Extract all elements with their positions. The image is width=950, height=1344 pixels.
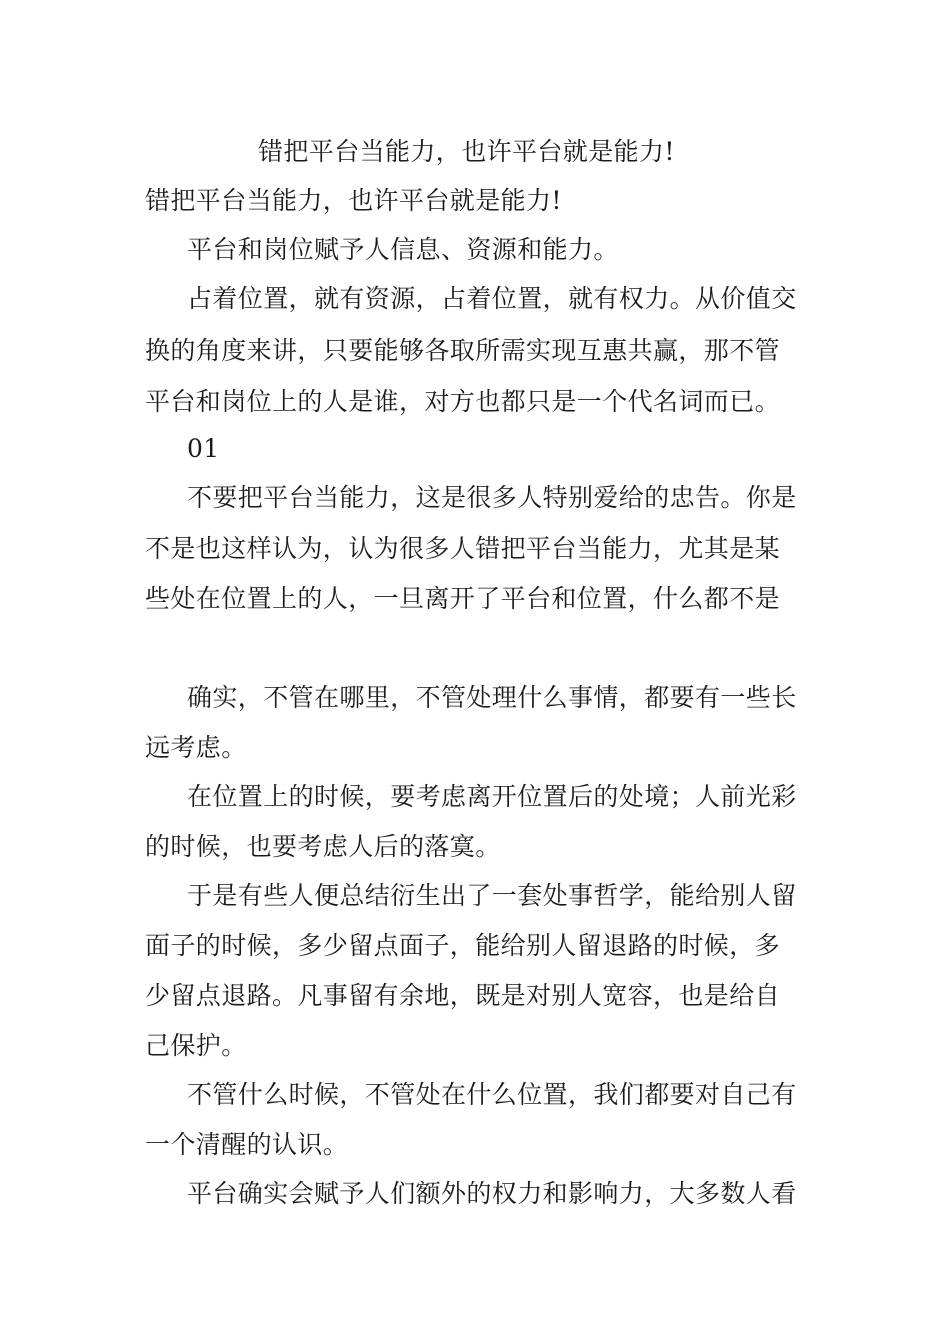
page-title: 错把平台当能力，也许平台就是能力! xyxy=(258,137,675,166)
paragraph-line: 于是有些人便总结衍生出了一套处事哲学，能给别人留 xyxy=(187,881,797,910)
paragraph-line: 少留点退路。凡事留有余地，既是对别人宽容，也是给自 xyxy=(145,981,781,1010)
paragraph-line: 占着位置，就有资源，占着位置，就有权力。从价值交 xyxy=(187,284,797,313)
paragraph-line: 平台和岗位赋予人信息、资源和能力。 xyxy=(187,235,619,264)
paragraph-line: 换的角度来讲，只要能够各取所需实现互惠共赢，那不管 xyxy=(145,336,781,365)
paragraph-line: 平台确实会赋予人们额外的权力和影响力，大多数人看 xyxy=(187,1179,797,1208)
paragraph-line: 确实，不管在哪里，不管处理什么事情，都要有一些长 xyxy=(187,683,797,712)
paragraph-line: 的时候，也要考虑人后的落寞。 xyxy=(145,832,501,861)
paragraph-line: 在位置上的时候，要考虑离开位置后的处境；人前光彩 xyxy=(187,782,797,811)
paragraph-line: 平台和岗位上的人是谁，对方也都只是一个代名词而已。 xyxy=(145,387,781,416)
section-number: 01 xyxy=(187,434,220,463)
paragraph-line: 面子的时候，多少留点面子，能给别人留退路的时候，多 xyxy=(145,931,781,960)
paragraph-line: 不要把平台当能力，这是很多人特别爱给的忠告。你是 xyxy=(187,483,797,512)
paragraph-line: 些处在位置上的人，一旦离开了平台和位置，什么都不是 xyxy=(145,584,781,613)
paragraph-line: 不管什么时候，不管处在什么位置，我们都要对自己有 xyxy=(187,1080,797,1109)
subtitle-line: 错把平台当能力，也许平台就是能力! xyxy=(145,186,562,215)
paragraph-line: 远考虑。 xyxy=(145,733,247,762)
paragraph-line: 己保护。 xyxy=(145,1031,247,1060)
paragraph-line: 一个清醒的认识。 xyxy=(145,1130,349,1159)
paragraph-line: 不是也这样认为，认为很多人错把平台当能力，尤其是某 xyxy=(145,534,781,563)
